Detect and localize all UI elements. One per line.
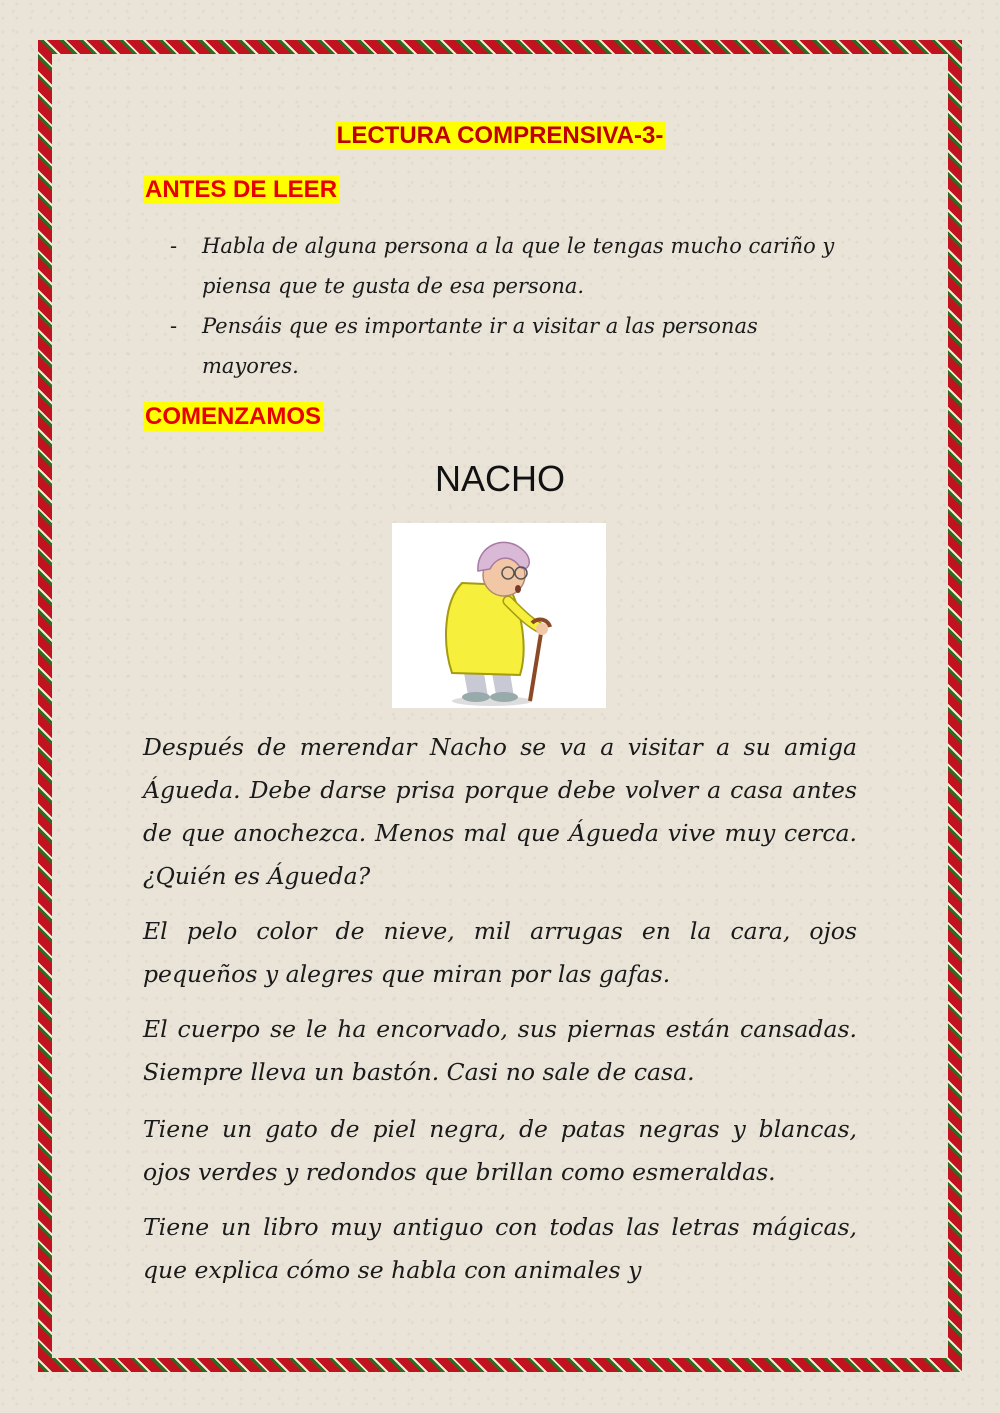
before-reading-heading (143, 176, 339, 204)
story-paragraph: Después de merendar Nacho se va a visitar a su amiga Águeda. Debe darse prisa porque debe volver a casa antes de que anochezca. Menos mal que Águeda vive muy cerca. ¿Quién es Águeda? (143, 733, 857, 890)
start-heading-text: COMENZAMOS (145, 403, 321, 430)
before-reading-heading-text: ANTES DE LEER (145, 176, 338, 203)
story-paragraph: El cuerpo se le ha encorvado, sus piernas están cansadas. Siempre lleva un bastón. Casi no sale de casa. (143, 1015, 857, 1086)
dash-bullet: - (170, 314, 178, 338)
list-item (170, 306, 860, 386)
story-paragraph: Tiene un gato de piel negra, de patas negras y blancas, ojos verdes y redondos que brillan como esmeraldas. (143, 1115, 857, 1186)
before-reading-list (170, 226, 860, 386)
page-title-text: LECTURA COMPRENSIVA-3- (336, 122, 664, 149)
grandmother-illustration (392, 523, 606, 708)
list-item-text: Pensáis que es importante ir a visitar a las personas mayores. (202, 314, 758, 378)
story-title: NACHO (434, 458, 565, 499)
grandmother-image (392, 523, 606, 708)
start-heading (143, 403, 323, 431)
story-paragraph: El pelo color de nieve, mil arrugas en la cara, ojos pequeños y alegres que miran por las gafas. (143, 917, 857, 988)
dash-bullet: - (170, 234, 178, 258)
list-item-text: Habla de alguna persona a la que le tengas mucho cariño y piensa que te gusta de esa persona. (202, 234, 835, 298)
story-paragraph: Tiene un libro muy antiguo con todas las letras mágicas, que explica cómo se habla con animales y (143, 1213, 857, 1284)
page-title (0, 122, 1000, 150)
list-item (170, 226, 860, 306)
